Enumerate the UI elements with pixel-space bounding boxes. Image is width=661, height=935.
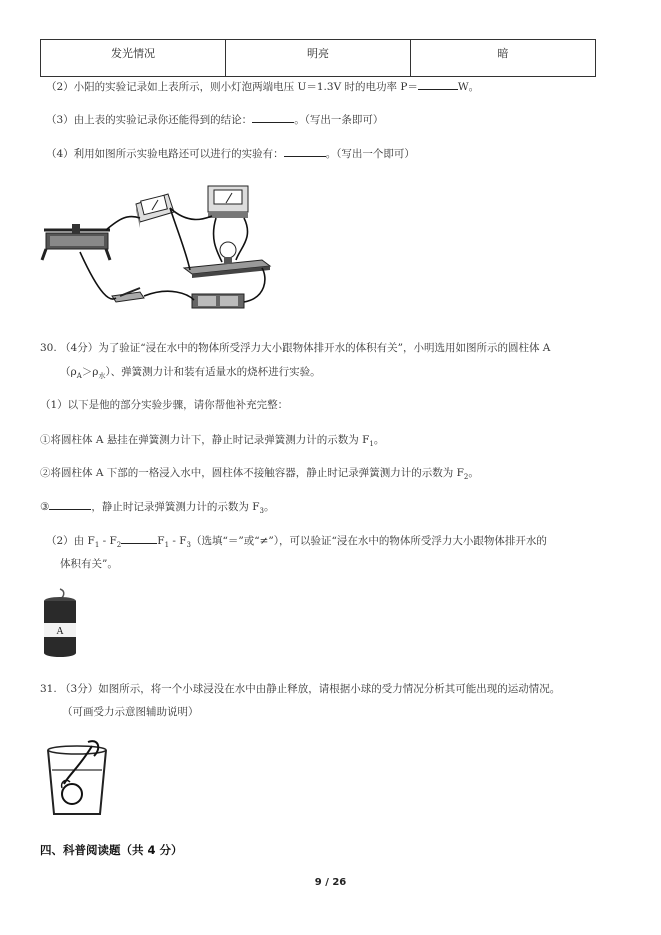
cylinder-label: A <box>56 626 64 637</box>
subscript: 3 <box>186 541 192 550</box>
table-cell-dim: 暗 <box>411 40 596 77</box>
subscript: 3 <box>259 507 265 516</box>
question-30-intro <box>40 341 550 355</box>
data-table <box>40 39 596 77</box>
answer-blank[interactable] <box>284 146 326 157</box>
question-30-part2-cont <box>60 557 118 571</box>
table-cell-label: 发光情况 <box>41 40 226 77</box>
table-cell-bright: 明亮 <box>226 40 411 77</box>
question-31 <box>40 682 560 696</box>
circuit-figure <box>40 178 272 324</box>
question-31-note <box>62 705 199 719</box>
voltmeter-icon <box>208 186 248 218</box>
question-29-4 <box>46 146 415 161</box>
subscript: 1 <box>164 541 170 550</box>
step-2-end: 。 <box>468 467 479 479</box>
rheostat-icon <box>42 224 110 260</box>
q30-2-a-mid: - F <box>99 535 117 547</box>
question-29-2 <box>46 79 479 94</box>
q31-note: （可画受力示意图辅助说明） <box>62 706 199 718</box>
q30-rho-open: （ρ <box>60 366 77 378</box>
q29-2-text: （2）小阳的实验记录如上表所示，则小灯泡两端电压 U＝1.3V 时的电功率 P＝ <box>46 81 418 93</box>
q30-rho-mid: ＞ρ <box>81 366 99 378</box>
q30-2-c: （选填“＝”或“≠”），可以验证“浸在水中的物体所受浮力大小跟物体排开水的 <box>191 535 547 547</box>
answer-blank[interactable] <box>49 499 91 510</box>
section-heading: 四、科普阅读题（共 4 分） <box>40 843 183 857</box>
ammeter-icon <box>136 194 174 228</box>
q29-3-text: （3）由上表的实验记录你还能得到的结论： <box>46 114 253 126</box>
lamp-board-icon <box>184 242 270 278</box>
q30-2-a: （2）由 F <box>46 535 95 547</box>
q29-3-tail: 。（写出一条即可） <box>294 114 384 126</box>
answer-blank[interactable] <box>418 79 458 90</box>
answer-blank[interactable] <box>252 112 294 123</box>
step-3-end: 。 <box>264 501 275 513</box>
subscript: 1 <box>369 440 374 449</box>
step-3 <box>40 499 275 518</box>
question-30-part2 <box>46 533 547 552</box>
question-30-part1 <box>40 398 288 412</box>
battery-icon <box>192 294 244 308</box>
q30-text: 30. （4分）为了验证“浸在水中的物体所受浮力大小跟物体排开水的体积有关”，小明选用如图所示的圆柱体 A <box>40 342 551 354</box>
subscript: 1 <box>94 541 100 550</box>
step-1-end: 。 <box>373 434 385 446</box>
beaker-figure <box>44 736 110 820</box>
step-3-text: ，静止时记录弹簧测力计的示数为 F <box>91 501 260 513</box>
switch-icon <box>112 288 144 302</box>
step-1 <box>40 433 384 451</box>
q30-2-b: F <box>157 535 165 547</box>
table-row <box>41 40 596 77</box>
subscript: 2 <box>116 541 122 550</box>
q30-2-d: 体积有关”。 <box>60 558 118 570</box>
q29-2-unit: W。 <box>457 81 480 93</box>
question-30-materials <box>60 365 321 383</box>
step-2 <box>40 466 479 484</box>
q30-materials-tail: ）、弹簧测力计和装有适量水的烧杯进行实验。 <box>105 366 321 378</box>
q30-2-b-mid: - F <box>169 535 187 547</box>
q30-1-text: （1）以下是他的部分实验步骤，请你帮他补充完整： <box>40 399 289 411</box>
q29-4-text: （4）利用如图所示实验电路还可以进行的实验有： <box>46 148 284 160</box>
q29-4-tail: 。（写出一个即可） <box>325 148 415 160</box>
subscript: 2 <box>463 473 469 482</box>
answer-blank[interactable] <box>121 533 157 544</box>
q31-text: 31. （3分）如图所示，将一个小球浸没在水中由静止释放，请根据小球的受力情况分析其可能出现的运动情况。 <box>40 683 561 695</box>
subscript: 水 <box>98 372 106 381</box>
page-number: 9 / 26 <box>314 877 347 888</box>
step-1-text: ①将圆柱体 A 悬挂在弹簧测力计下，静止时记录弹簧测力计的示数为 F <box>40 434 370 446</box>
cylinder-figure <box>40 587 80 659</box>
subscript: A <box>76 372 82 381</box>
step-2-text: ②将圆柱体 A 下部的一格浸入水中，圆柱体不接触容器，静止时记录弹簧测力计的示数为 F <box>40 467 464 479</box>
step-3-head: ③ <box>40 501 50 513</box>
question-29-3 <box>46 112 383 127</box>
